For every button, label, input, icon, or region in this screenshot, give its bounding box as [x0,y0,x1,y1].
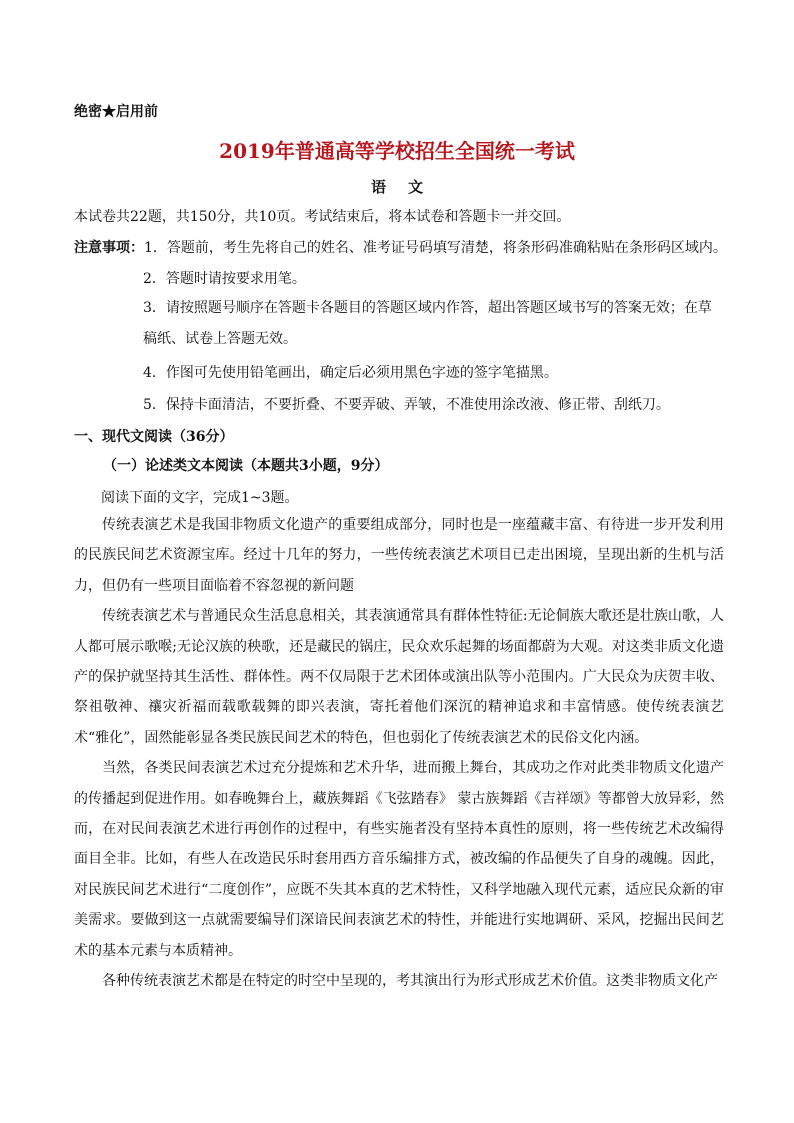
note-item-5: 5．保持卡面清洁，不要折叠、不要弄破、弄皱，不准使用涂改液、修正带、刮纸刀。 [143,397,670,413]
note-item-3: 3．请按照题号顺序在答题卡各题目的答题区域内作答，超出答题区域书写的答案无效；在草稿纸、试卷上答题无效。 [143,300,712,347]
passage-paragraph-2: 传统表演艺术与普通民众生活息息相关，其表演通常具有群体性特征:无论侗族大歌还是壮族山歌，人人都可展示歌喉;无论汉族的秧歌，还是藏民的锅庄，民众欢乐起舞的场面都蔚为大观。对这类非质文化遗产的保护就坚持其生活性、群体性。两不仅局限于艺术团体或演出队等小范围内。广大民众为庆贺丰收、祭祖敬神、禳灾祈福而载歌载舞的即兴表演，寄托着他们深沉的精神追求和丰富情感。使传统表演艺术“雅化”，固然能彰显各类民族民间艺术的特色，但也弱化了传统表演艺术的民俗文化内涵。 [74,608,724,746]
passage-paragraph-1: 传统表演艺术是我国非物质文化遗产的重要组成部分，同时也是一座蕴藏丰富、有待进一步开发利用的民族民间艺术资源宝库。经过十几年的努力，一些传统表演艺术项目已走出困境，呈现出新的生机与活力，但仍有一些项目面临着不容忽视的新问题 [74,517,724,594]
subject-heading: 语文 [370,178,445,196]
passage-paragraph-3: 当然，各类民间表演艺术过充分提炼和艺术升华，进而搬上舞台，其成功之作对此类非物质文化遗产的传播起到促进作用。如春晚舞台上，藏族舞蹈《飞弦踏春》 蒙古族舞蹈《吉祥颂》等都曾大放异彩，然而，在对民间表演艺术进行再创作的过程中，有些实施者没有坚持本真性的原则，将一些传统艺术改编得面目全非。比如，有些人在改造民乐时套用西方音乐编排方式，被改编的作品便失了自身的魂魄。因此，对民族民间艺术进行“二度创作”，应既不失其本真的艺术特性，又科学地融入现代元素，适应民众新的审美需求。要做到这一点就需要编导们深谙民间表演艺术的特性，并能进行实地调研、采风，挖掘出民间艺术的基本元素与本质精神。 [74,760,724,959]
section-heading: 一、现代文阅读（36分） [74,429,234,445]
note-item-2: 2．答题时请按要求用笔。 [143,271,306,287]
note-item-1: 1．答题前，考生先将自己的姓名、准考证号码填写清楚，将条形码准确粘贴在条形码区域内。 [144,240,727,256]
reading-instruction: 阅读下面的文字，完成1~3题。 [101,490,299,506]
note-item-4: 4．作图可先使用铅笔画出，确定后必须用黑色字迹的签字笔描黑。 [143,365,558,381]
subsection-heading: （一）论述类文本阅读（本题共3小题，9分） [103,458,389,474]
notes-block-first-line [74,237,727,257]
passage-paragraph-4: 各种传统表演艺术都是在特定的时空中呈现的，考其演出行为形式形成艺术价值。这类非物质文化产 [102,973,718,990]
notes-heading: 注意事项： [74,240,144,256]
exam-title: 2019年普通高等学校招生全国统一考试 [219,139,575,163]
exam-intro: 本试卷共22题，共150分，共10页。考试结束后，将本试卷和答题卡一并交回。 [74,209,571,225]
confidential-label: 绝密★启用前 [74,104,158,120]
reading-passage [74,510,724,997]
